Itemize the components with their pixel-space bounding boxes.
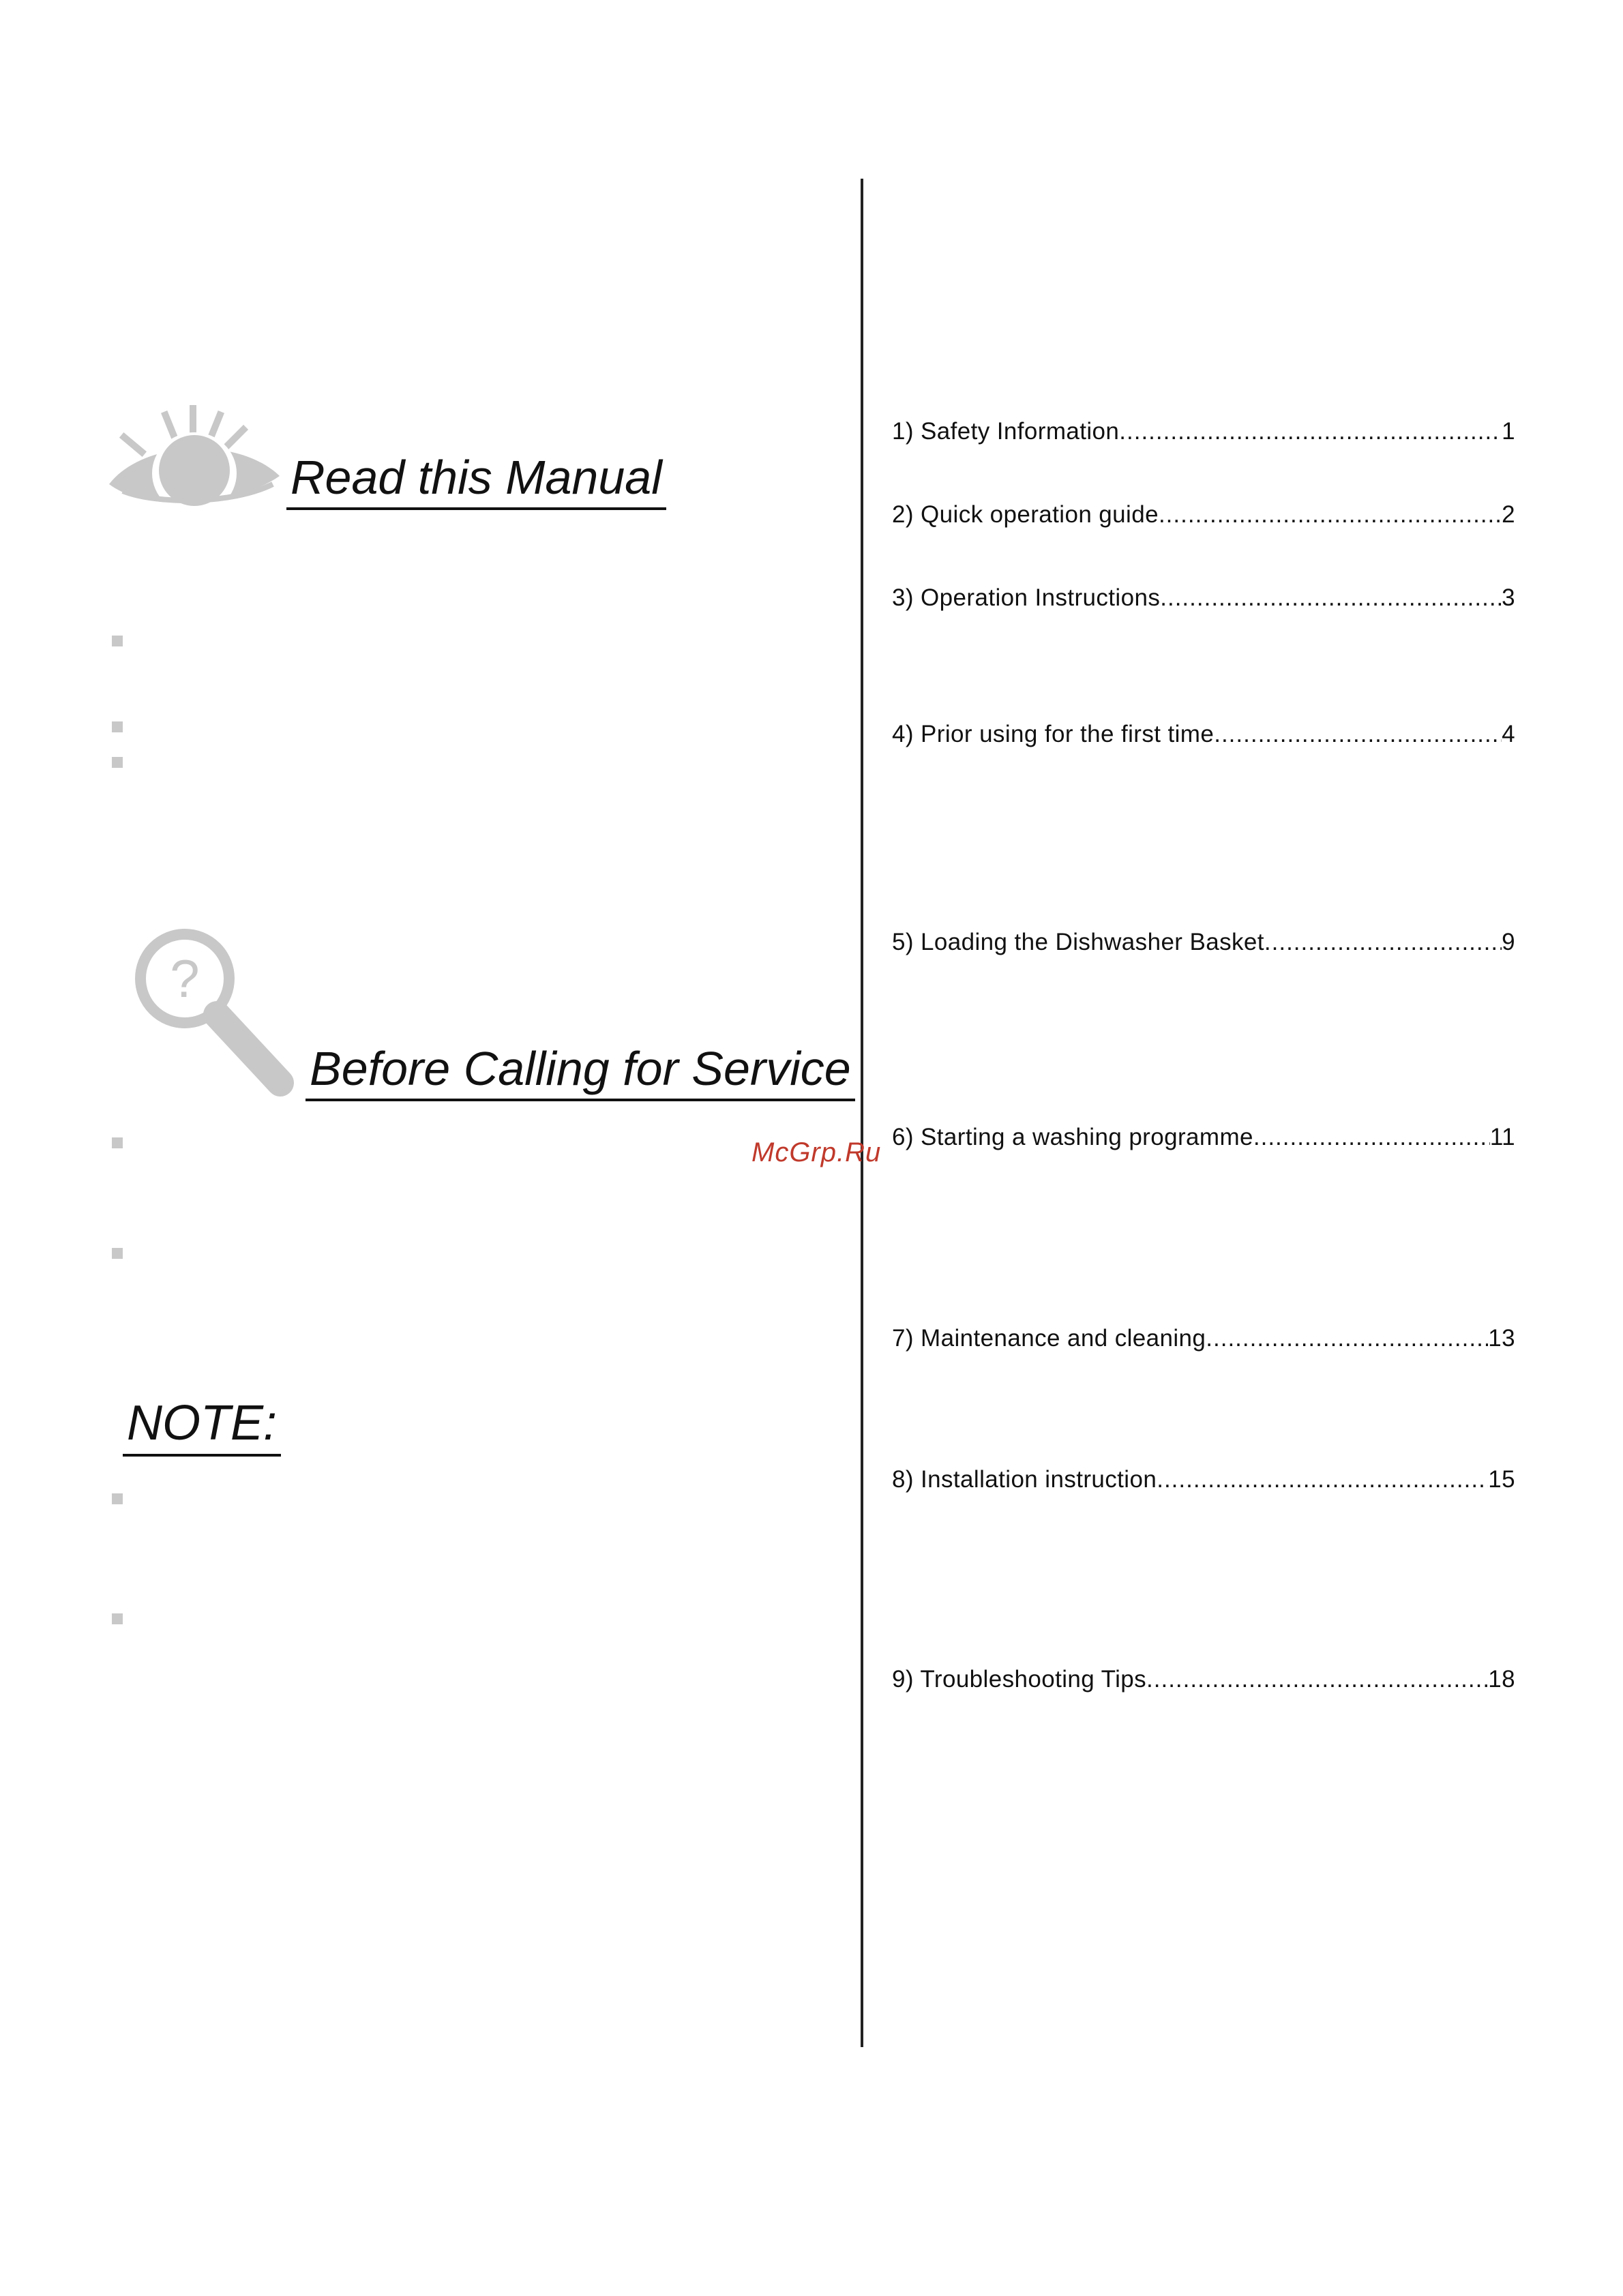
square-bullet-icon	[112, 757, 123, 768]
toc-item-washing[interactable]	[892, 1124, 1515, 1151]
square-bullet-icon	[112, 1248, 123, 1259]
column-divider	[861, 179, 863, 2047]
square-bullet-icon	[112, 721, 123, 732]
before-service-heading: Before Calling for Service	[306, 1041, 855, 1101]
magnifier-question-icon	[134, 927, 297, 1105]
toc-leader	[1146, 1666, 1488, 1693]
toc-item-operation[interactable]	[892, 584, 1515, 612]
toc-label: 4) Prior using for the first time	[892, 721, 1215, 747]
toc-label: 3) Operation Instructions	[892, 584, 1161, 611]
toc-page-number: 18	[1488, 1666, 1515, 1693]
square-bullet-icon	[112, 636, 123, 646]
toc-label: 9) Troubleshooting Tips	[892, 1666, 1147, 1693]
toc-label: 5) Loading the Dishwasher Basket	[892, 929, 1264, 955]
toc-item-safety[interactable]	[892, 418, 1515, 445]
toc-item-installation[interactable]	[892, 1466, 1515, 1493]
toc-page-number: 11	[1489, 1124, 1515, 1150]
toc-item-maintenance[interactable]	[892, 1325, 1515, 1352]
toc-item-prior-use[interactable]	[892, 721, 1515, 748]
toc-page-number: 4	[1502, 721, 1515, 747]
toc-leader	[1157, 1466, 1488, 1493]
toc-page-number: 1	[1502, 418, 1515, 445]
toc-leader	[1159, 501, 1502, 528]
toc-leader	[1264, 929, 1502, 956]
eye-icon	[102, 402, 286, 518]
toc-label: 1) Safety Information	[892, 418, 1120, 445]
toc-label: 8) Installation instruction	[892, 1466, 1157, 1493]
toc-label: 7) Maintenance and cleaning	[892, 1325, 1206, 1352]
toc-page-number: 3	[1502, 584, 1515, 611]
toc-page-number: 2	[1502, 501, 1515, 528]
svg-text:?: ?	[170, 949, 200, 1009]
toc-page-number: 15	[1488, 1466, 1515, 1493]
toc-page-number: 9	[1502, 929, 1515, 955]
toc-leader	[1206, 1325, 1488, 1352]
toc-leader	[1119, 418, 1502, 445]
toc-leader	[1253, 1124, 1490, 1151]
watermark-text: McGrp.Ru	[751, 1137, 882, 1167]
square-bullet-icon	[112, 1493, 123, 1504]
toc-item-troubleshooting[interactable]	[892, 1666, 1515, 1693]
read-manual-heading: Read this Manual	[286, 450, 666, 510]
square-bullet-icon	[112, 1613, 123, 1624]
toc-leader	[1160, 584, 1502, 612]
toc-label: 2) Quick operation guide	[892, 501, 1159, 528]
toc-item-loading[interactable]	[892, 929, 1515, 956]
toc-page-number: 13	[1488, 1325, 1515, 1352]
note-heading: NOTE:	[123, 1395, 281, 1457]
toc-label: 6) Starting a washing programme	[892, 1124, 1253, 1150]
toc-leader	[1214, 721, 1502, 748]
square-bullet-icon	[112, 1137, 123, 1148]
toc-item-quick-guide[interactable]	[892, 501, 1515, 528]
